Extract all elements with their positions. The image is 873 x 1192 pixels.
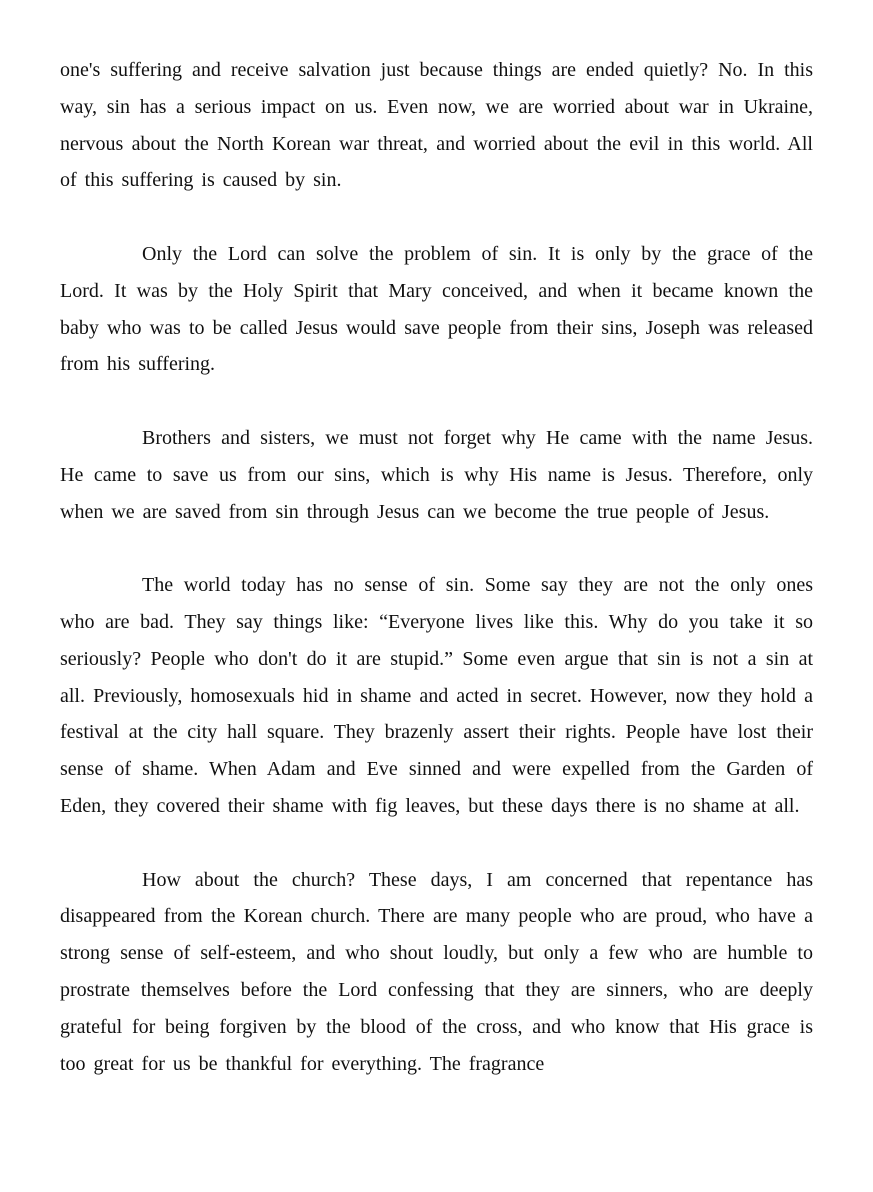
paragraph-1: one's suffering and receive salvation just because things are ended quietly? No. In this way, sin has a serious impact on us. Even now, we are worried about war in Ukraine, nervous about the North Korean war threat, and worried about the evil in this world. All of this suffering is caused by sin. [60,59,813,192]
document-page [60,52,813,1119]
paragraph-5: How about the church? These days, I am concerned that repentance has disappeared from the Korean church. There are many people who are proud, who have a strong sense of self-esteem, and who shout loudly, but only a few who are humble to prostrate themselves before the Lord confessing that they are sinners, who are deeply grateful for being forgiven by the blood of the cross, and who know that His grace is too great for us be thankful for everything. The fragrance [60,868,813,1075]
paragraph-4: The world today has no sense of sin. Some say they are not the only ones who are bad. They say things like: “Everyone lives like this. Why do you take it so seriously? People who don't do it are stupid.” Some even argue that sin is not a sin at all. Previously, homosexuals hid in shame and acted in secret. However, now they hold a festival at the city hall square. They brazenly assert their rights. People have lost their sense of shame. When Adam and Eve sinned and were expelled from the Garden of Eden, they covered their shame with fig leaves, but these days there is no shame at all. [60,574,813,817]
paragraph-3: Brothers and sisters, we must not forget why He came with the name Jesus. He came to save us from our sins, which is why His name is Jesus. Therefore, only when we are saved from sin through Jesus can we become the true people of Jesus. [60,426,813,523]
paragraph-2: Only the Lord can solve the problem of sin. It is only by the grace of the Lord. It was by the Holy Spirit that Mary conceived, and when it became known the baby who was to be called Jesus would save people from their sins, Joseph was released from his suffering. [60,242,813,376]
